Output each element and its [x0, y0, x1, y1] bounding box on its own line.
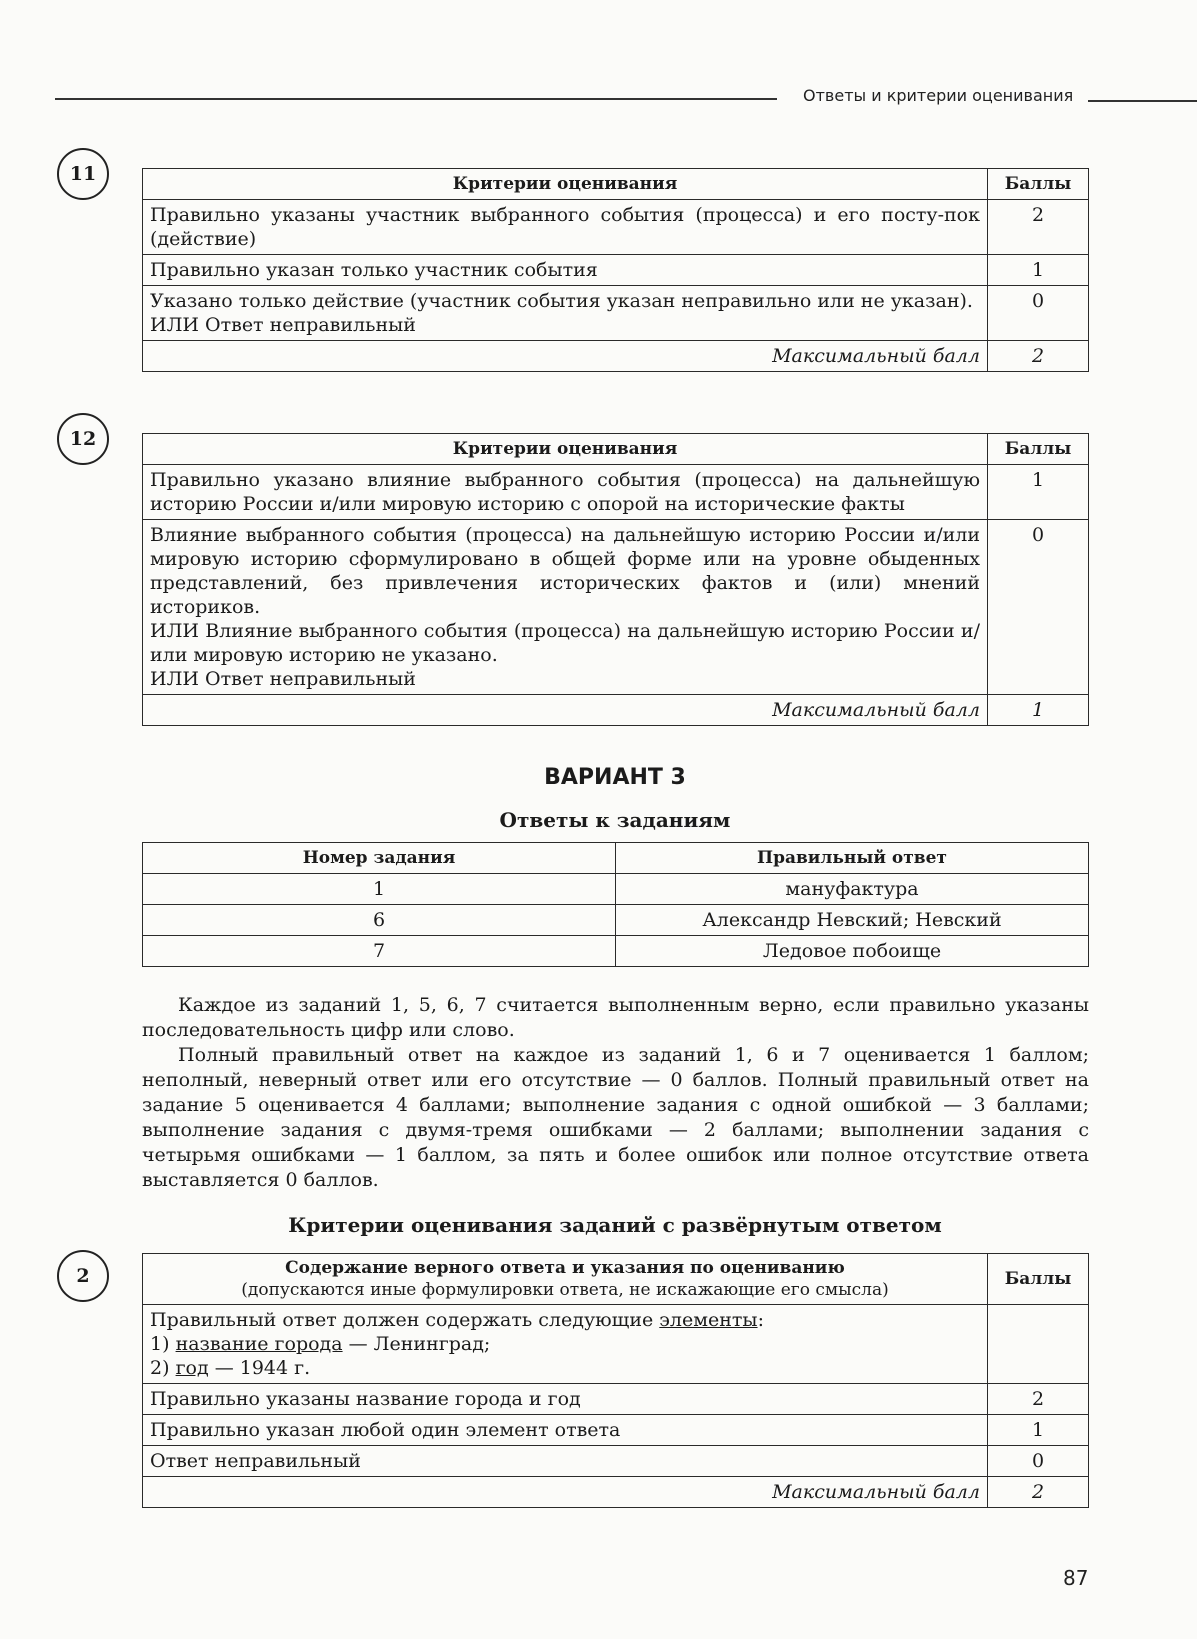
table-header-row	[143, 843, 1089, 874]
max-score-label: Максимальный балл	[143, 1477, 988, 1508]
scoring-rules-text	[142, 993, 1089, 1193]
header-line: Содержание верного ответа и указания по оцениванию	[285, 1258, 845, 1278]
criterion-points: 0	[988, 1446, 1089, 1477]
task-number-badge: 12	[57, 413, 109, 465]
criterion-line: ИЛИ Ответ неправильный	[150, 314, 416, 336]
table-row	[143, 255, 1089, 286]
answer-cell: мануфактура	[616, 874, 1089, 905]
table-row	[143, 520, 1089, 695]
elements-intro: Правильный ответ должен содержать следующие элементы:	[150, 1309, 764, 1331]
max-score-value: 2	[988, 1477, 1089, 1508]
max-score-row	[143, 695, 1089, 726]
table-row	[143, 286, 1089, 341]
criterion-text: Правильно указан только участник события	[143, 255, 988, 286]
header-rule-right	[1088, 100, 1197, 102]
element-label: год	[175, 1357, 209, 1379]
max-score-row	[143, 1477, 1089, 1508]
answer-cell: Ледовое побоище	[616, 936, 1089, 967]
column-header-points: Баллы	[988, 1254, 1089, 1305]
criterion-points: 0	[988, 286, 1089, 341]
table-row	[143, 874, 1089, 905]
criterion-line: Влияние выбранного события (процесса) на дальнейшую историю России и/или мировую историю сформулировано в общей форме или на уровне обыденных представлений, без привлечения исторических фактов и (или) мнений историков.	[150, 524, 980, 618]
table-header-row	[143, 169, 1089, 200]
element-label: название города	[175, 1333, 343, 1355]
task-number-badge: 2	[57, 1250, 109, 1302]
task2-criteria-table	[142, 1253, 1089, 1508]
criterion-text: Правильно указаны участник выбранного события (процесса) и его посту-пок (действие)	[143, 200, 988, 255]
criterion-text: Правильно указаны название города и год	[143, 1384, 988, 1415]
criterion-text	[143, 520, 988, 695]
answer-elements	[143, 1305, 988, 1384]
criterion-text: Правильно указано влияние выбранного события (процесса) на дальнейшую историю России и/или мировую историю с опорой на исторические факты	[143, 465, 988, 520]
table-header-row	[143, 434, 1089, 465]
criterion-points-empty	[988, 1305, 1089, 1384]
task-number-cell: 7	[143, 936, 616, 967]
column-header-task: Номер задания	[143, 843, 616, 874]
criterion-points: 1	[988, 1415, 1089, 1446]
elements-keyword: элементы	[659, 1309, 758, 1331]
page-number: 87	[1063, 1566, 1089, 1590]
criterion-line: ИЛИ Влияние выбранного события (процесса) на дальнейшую историю России и/или мировую историю не указано.	[150, 620, 980, 666]
table-row	[143, 1384, 1089, 1415]
criterion-text: Ответ неправильный	[143, 1446, 988, 1477]
criteria-heading: Критерии оценивания заданий с развёрнутым ответом	[288, 1213, 942, 1237]
table-row	[143, 905, 1089, 936]
task-number-badge: 11	[57, 148, 109, 200]
table-row	[143, 936, 1089, 967]
criterion-text: Правильно указан любой один элемент ответа	[143, 1415, 988, 1446]
max-score-value: 1	[988, 695, 1089, 726]
table-header-row	[143, 1254, 1089, 1305]
criterion-line: Указано только действие (участник события указан неправильно или не указан).	[150, 290, 973, 312]
paragraph: Каждое из заданий 1, 5, 6, 7 считается выполненным верно, если правильно указаны последовательность цифр или слово.	[142, 994, 1089, 1041]
criterion-points: 1	[988, 465, 1089, 520]
column-header-points: Баллы	[988, 169, 1089, 200]
task12-criteria-table	[142, 433, 1089, 726]
variant-heading: ВАРИАНТ 3	[544, 765, 686, 790]
column-header-criteria: Критерии оценивания	[143, 434, 988, 465]
column-header-content	[143, 1254, 988, 1305]
task-number-cell: 6	[143, 905, 616, 936]
criterion-line: ИЛИ Ответ неправильный	[150, 668, 416, 690]
table-row	[143, 1446, 1089, 1477]
criterion-points: 2	[988, 1384, 1089, 1415]
column-header-answer: Правильный ответ	[616, 843, 1089, 874]
column-header-points: Баллы	[988, 434, 1089, 465]
criterion-points: 0	[988, 520, 1089, 695]
table-row	[143, 1415, 1089, 1446]
running-header: Ответы и критерии оценивания	[803, 86, 1074, 105]
paragraph: Полный правильный ответ на каждое из заданий 1, 6 и 7 оценивается 1 баллом; неполный, неверный ответ или его отсутствие — 0 баллов. Полный правильный ответ на задание 5 оценивается 4 баллами; выполнение задания с одной ошибкой — 3 баллами; выполнение задания с двумя-тремя ошибками — 2 баллами; выполнении задания с четырьмя ошибками — 1 баллом, за пять и более ошибок или полное отсутствие ответа выставляется 0 баллов.	[142, 1044, 1089, 1191]
task11-criteria-table	[142, 168, 1089, 372]
element-item: 2) год — 1944 г.	[150, 1357, 311, 1379]
criterion-text	[143, 286, 988, 341]
element-item: 1) название города — Ленинград;	[150, 1333, 491, 1355]
table-row	[143, 465, 1089, 520]
answer-elements-row	[143, 1305, 1089, 1384]
element-value: — Ленинград;	[348, 1333, 491, 1355]
criterion-points: 1	[988, 255, 1089, 286]
criterion-points: 2	[988, 200, 1089, 255]
column-header-criteria: Критерии оценивания	[143, 169, 988, 200]
max-score-label: Максимальный балл	[143, 695, 988, 726]
task-number-cell: 1	[143, 874, 616, 905]
element-value: — 1944 г.	[214, 1357, 311, 1379]
max-score-value: 2	[988, 341, 1089, 372]
answers-table	[142, 842, 1089, 967]
answers-heading: Ответы к заданиям	[499, 808, 731, 832]
header-rule	[55, 98, 777, 100]
header-note: (допускаются иные формулировки ответа, не искажающие его смысла)	[241, 1280, 889, 1300]
max-score-label: Максимальный балл	[143, 341, 988, 372]
answer-cell: Александр Невский; Невский	[616, 905, 1089, 936]
table-row	[143, 200, 1089, 255]
max-score-row	[143, 341, 1089, 372]
